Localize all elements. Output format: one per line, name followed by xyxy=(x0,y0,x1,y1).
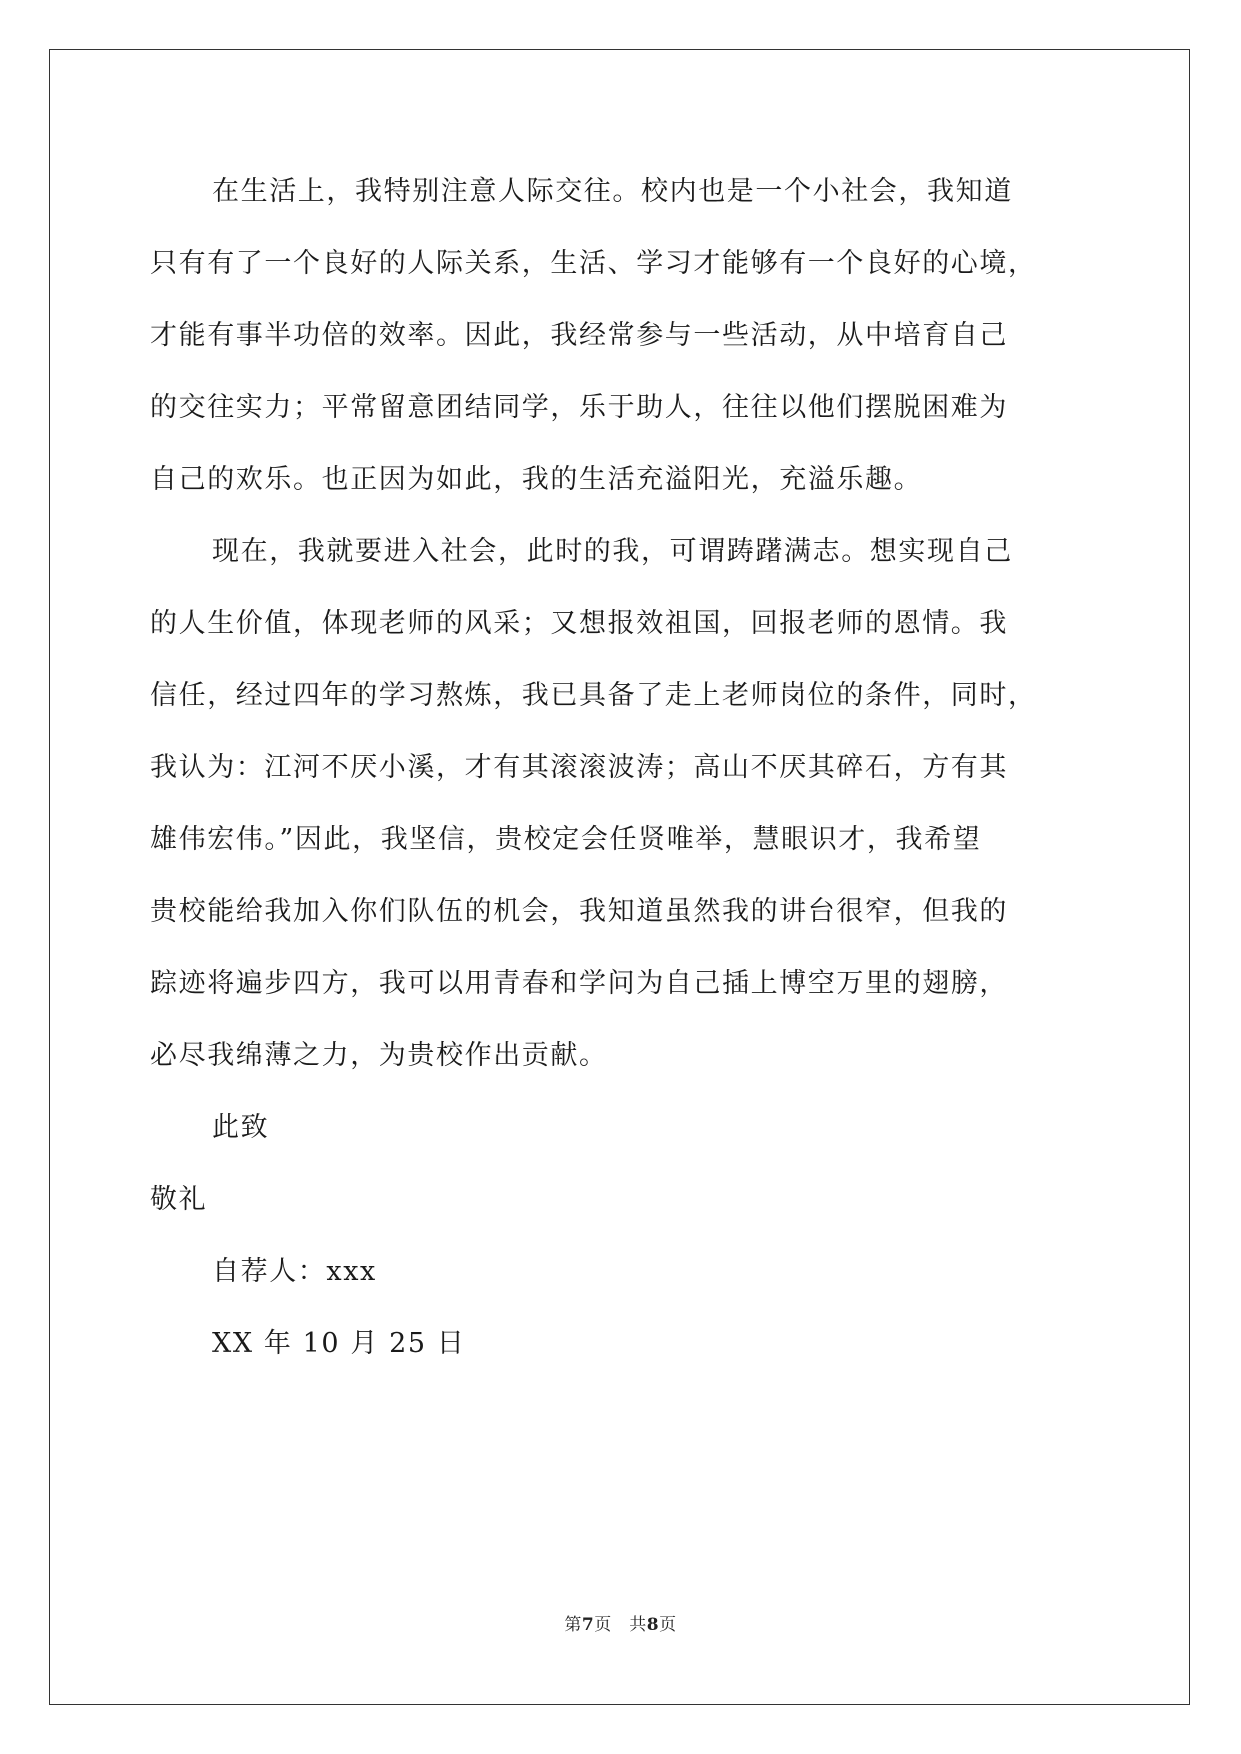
page-suffix: 页 xyxy=(659,1615,677,1635)
paragraph-line: 现在，我就要进入社会，此时的我，可谓踌躇满志。想实现自己 xyxy=(212,536,1013,567)
signer-name: 自荐人：xxx xyxy=(212,1256,377,1287)
paragraph-line: 我认为：江河不厌小溪，才有其滚滚波涛；高山不厌其碎石，方有其 xyxy=(150,752,1008,783)
paragraph-line: 贵校能给我加入你们队伍的机会，我知道虽然我的讲台很窄，但我的 xyxy=(150,896,1008,927)
paragraph-line: 的人生价值，体现老师的风采；又想报效祖国，回报老师的恩情。我 xyxy=(150,608,1008,639)
letter-date: XX 年 10 月 25 日 xyxy=(212,1328,466,1359)
paragraph-line: 在生活上，我特别注意人际交往。校内也是一个小社会，我知道 xyxy=(212,176,1013,207)
page-total: 8 xyxy=(646,1615,660,1635)
paragraph-line: 的交往实力；平常留意团结同学，乐于助人，往往以他们摆脱困难为 xyxy=(150,392,1008,423)
page-mid: 页 共 xyxy=(594,1615,647,1635)
page-prefix: 第 xyxy=(564,1615,582,1635)
paragraph-line: 信任，经过四年的学习熬炼，我已具备了走上老师岗位的条件，同时， xyxy=(150,680,1037,711)
closing-salutation: 此致 xyxy=(212,1112,270,1143)
page-number-footer xyxy=(0,1610,1241,1635)
paragraph-line: 才能有事半功倍的效率。因此，我经常参与一些活动，从中培育自己 xyxy=(150,320,1008,351)
paragraph-line: 自己的欢乐。也正因为如此，我的生活充溢阳光，充溢乐趣。 xyxy=(150,464,923,495)
paragraph-line: 只有有了一个良好的人际关系，生活、学习才能够有一个良好的心境， xyxy=(150,248,1037,279)
closing-regards: 敬礼 xyxy=(150,1184,208,1215)
page-border xyxy=(49,49,1190,1705)
page-current: 7 xyxy=(581,1615,595,1635)
paragraph-line: 雄伟宏伟。”因此，我坚信，贵校定会任贤唯举，慧眼识才，我希望 xyxy=(150,824,982,855)
paragraph-line: 必尽我绵薄之力，为贵校作出贡献。 xyxy=(150,1040,608,1071)
paragraph-line: 踪迹将遍步四方，我可以用青春和学问为自己插上博空万里的翅膀， xyxy=(150,968,1008,999)
